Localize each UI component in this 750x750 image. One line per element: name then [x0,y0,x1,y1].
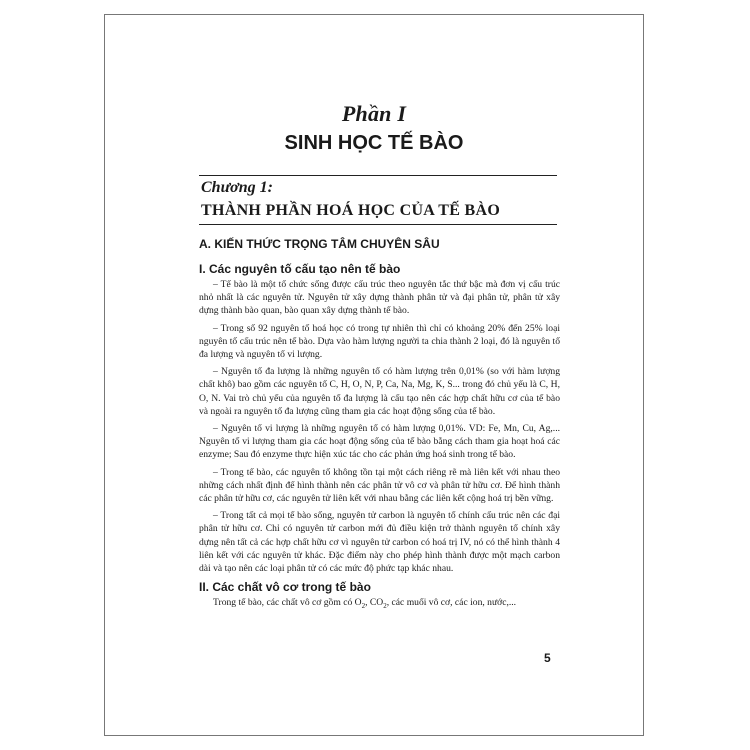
chapter-bottom-rule [199,224,557,225]
chapter-title: THÀNH PHẦN HOÁ HỌC CỦA TẾ BÀO [201,202,501,219]
part-label: Phần I [341,101,407,126]
chapter-top-rule [199,175,557,176]
paragraph: – Trong tế bào, các nguyên tố không tồn tại một cách riêng rẽ mà liên kết với nhau theo những cách nhất định để hình thành nên các phân tử vô cơ và phân tử hữu cơ. Để hình thành các phân tử hữu cơ, các nguyên tử liên kết với nhau bằng các liên kết cộng hoá trị bền vững. [199,466,560,505]
intro-text-prefix: Trong tế bào, các chất vô cơ gồm có O [213,597,362,609]
chapter-label: Chương 1: [201,179,273,196]
part-title: SINH HỌC TẾ BÀO [284,132,464,154]
section-2-heading: II. Các chất vô cơ trong tế bào [199,580,371,595]
section-a-heading: A. KIẾN THỨC TRỌNG TÂM CHUYÊN SÂU [199,237,440,251]
subscript: 2 [361,602,366,611]
paragraph: – Nguyên tố vi lượng là những nguyên tố có hàm lượng 0,01%. VD: Fe, Mn, Cu, Ag,... Nguyên tố vi lượng tham gia các hoạt động sống của tế bào bằng cách tham gia hoạt hoá các enzyme; Sau đó enzyme thực hiện xúc tác cho các phản ứng hoá sinh trong tế bào. [199,423,560,461]
book-page [104,14,644,736]
intro-text-suffix: , các muối vô cơ, các ion, nước,... [386,597,517,609]
paragraph: – Trong số 92 nguyên tố hoá học có trong tự nhiên thì chỉ có khoảng 20% đến 25% loại nguyên tố cấu trúc nên tế bào. Dựa vào hàm lượng người ta chia thành 2 loại, đó là nguyên tố đa lượng và nguyên tố vi lượng. [199,322,560,361]
page-content [199,236,560,615]
paragraph: – Tế bào là một tổ chức sống được cấu trúc theo nguyên tắc thứ bậc mà đơn vị cấu trúc nhỏ nhất là các nguyên tử. Nguyên tử xây dựng thành phân tử và đại phân tử, phân tử xây dựng thành bào quan, bào quan xây dựng thành tế bào. [199,279,560,317]
intro-text-mid: , CO [365,597,384,609]
paragraph: – Nguyên tố đa lượng là những nguyên tố có hàm lượng trên 0,01% (so với hàm lượng chất khô) bao gồm các nguyên tố C, H, O, N, P, Ca, Na, Mg, K, S... trong đó chủ yếu là C, H, O, N. Vai trò chủ yếu của nguyên tố đa lượng là cấu tạo nên các hợp chất hữu cơ của tế bào và ngoài ra nguyên tố đa lượng cũng tham gia các hoạt động sống của tế bào. [199,366,560,417]
section-2-intro [199,596,560,613]
paragraph: – Trong tất cả mọi tế bào sống, nguyên tử carbon là nguyên tố chính cấu trúc nên các đại phân tử hữu cơ. Chỉ có nguyên tử carbon mới đủ điều kiện trở thành nguyên tố chính xây dựng nên tất cả các hợp chất hữu cơ vì nguyên tử carbon có hoá trị IV, nó có thể hình thành 4 liên kết với các nguyên tử khác. Đặc điểm này cho phép hình thành được một mạch carbon dài và tạo nên các loại phân tử có các mức độ phức tạp khác nhau. [199,510,560,575]
subscript: 2 [383,602,387,611]
section-1-heading: I. Các nguyên tố cấu tạo nên tế bào [199,262,401,276]
page-number: 5 [544,651,551,665]
